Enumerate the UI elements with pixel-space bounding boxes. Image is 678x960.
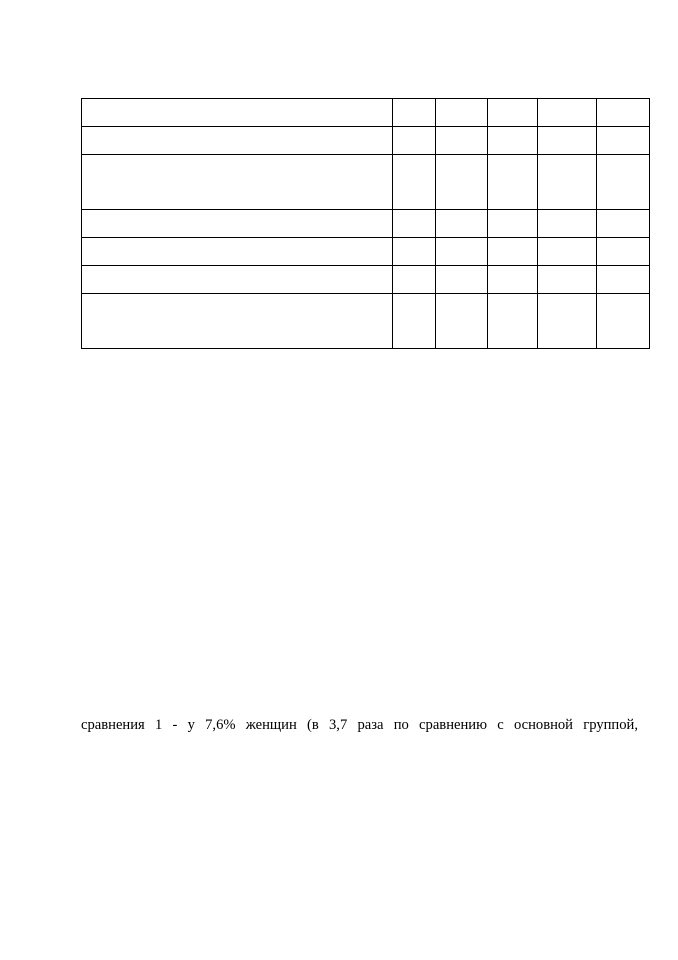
table-cell	[597, 127, 650, 155]
table-cell	[436, 238, 488, 266]
table-cell	[436, 266, 488, 294]
table-row	[82, 266, 650, 294]
table-cell	[436, 210, 488, 238]
table-cell	[82, 155, 393, 210]
table-cell	[597, 210, 650, 238]
table-cell	[538, 266, 597, 294]
table-cell	[488, 238, 538, 266]
table-cell	[393, 238, 436, 266]
table-cell	[538, 238, 597, 266]
table-cell	[393, 266, 436, 294]
table-cell	[82, 266, 393, 294]
data-table	[81, 98, 650, 349]
body-text-line: сравнения 1 - у 7,6% женщин (в 3,7 раза по сравнению с основной группой,	[81, 717, 638, 733]
table-cell	[82, 127, 393, 155]
table-cell	[538, 210, 597, 238]
table-cell	[436, 127, 488, 155]
table-row	[82, 238, 650, 266]
table-cell	[393, 99, 436, 127]
table-cell	[82, 99, 393, 127]
table-cell	[436, 99, 488, 127]
table-cell	[488, 210, 538, 238]
table-cell	[538, 127, 597, 155]
table-cell	[488, 266, 538, 294]
table-cell	[597, 155, 650, 210]
table-cell	[597, 99, 650, 127]
table-cell	[488, 155, 538, 210]
table-row	[82, 127, 650, 155]
table-cell	[393, 210, 436, 238]
table-cell	[538, 294, 597, 349]
table-cell	[82, 210, 393, 238]
table-row	[82, 210, 650, 238]
table-cell	[488, 294, 538, 349]
table-row	[82, 155, 650, 210]
table-cell	[82, 238, 393, 266]
table-cell	[436, 155, 488, 210]
table-cell	[393, 294, 436, 349]
table-cell	[393, 127, 436, 155]
table-cell	[488, 127, 538, 155]
table-cell	[436, 294, 488, 349]
table-cell	[82, 294, 393, 349]
table-row	[82, 294, 650, 349]
table-cell	[538, 155, 597, 210]
table-row	[82, 99, 650, 127]
table-cell	[597, 238, 650, 266]
table-cell	[538, 99, 597, 127]
table-cell	[597, 294, 650, 349]
table-cell	[488, 99, 538, 127]
table-cell	[597, 266, 650, 294]
table-cell	[393, 155, 436, 210]
